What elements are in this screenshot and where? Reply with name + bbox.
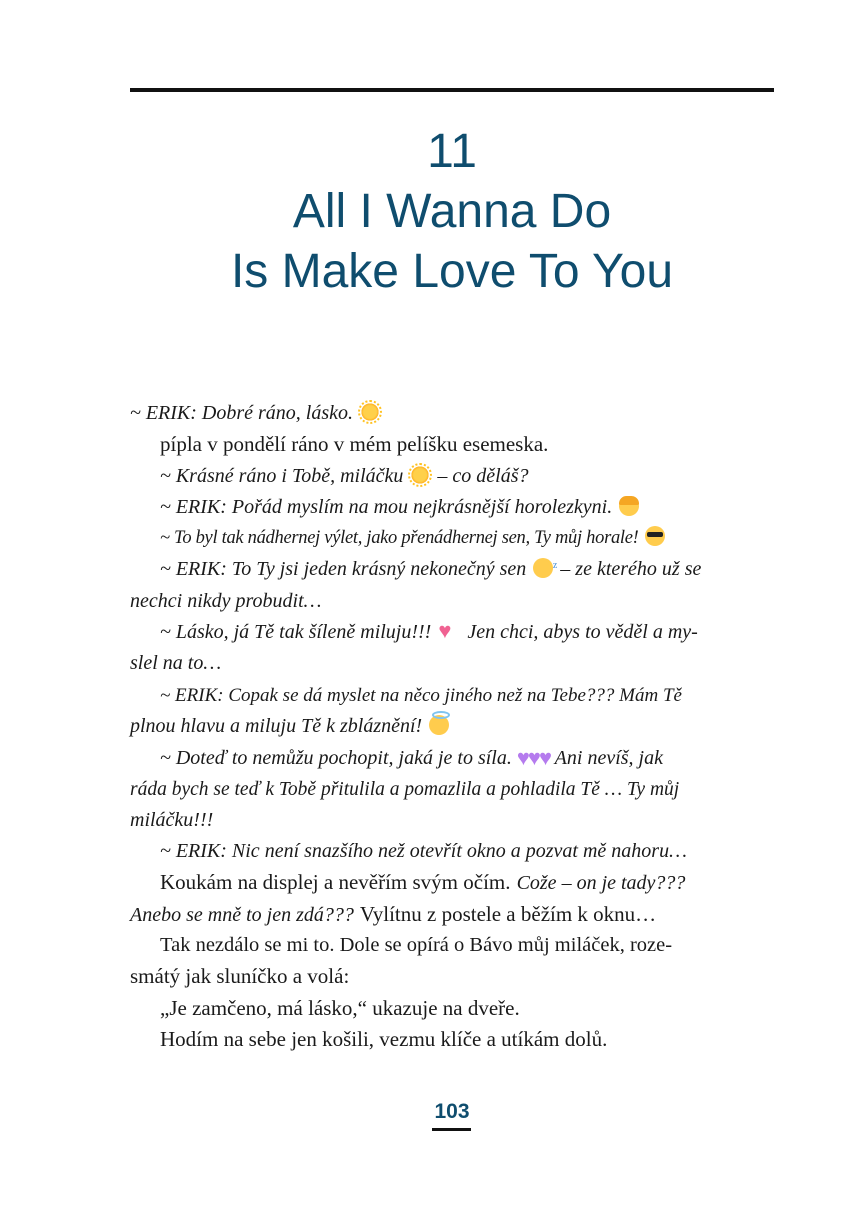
- text-line: ráda bych se teď k Tobě přitulila a pomazlila a pohladila Tě … Ty můj: [130, 778, 680, 800]
- text-line: miláčku!!!: [130, 808, 214, 831]
- chapter-body: [130, 398, 774, 1055]
- smiling-face-icon: [619, 496, 639, 516]
- sms-erik-1: ~ ERIK: Dobré ráno, lásko.: [130, 402, 354, 424]
- text-line: [130, 711, 774, 742]
- text-line: Tak nezdálo se mi to. Dole se opírá o Bávo můj miláček, roze-: [160, 934, 673, 957]
- sun-emoji-icon: [410, 465, 430, 485]
- text-line: nechci nikdy probudit…: [130, 589, 322, 612]
- sms-reply-1: ~ Krásné ráno i Tobě, miláčku: [160, 464, 404, 487]
- page-number-underline: [432, 1128, 471, 1131]
- sms-reply-2: ~ To byl tak nádhernej výlet, jako přenádhernej sen, Ty můj horale!: [160, 528, 639, 549]
- sms-erik-4-end: plnou hlavu a miluju Tě k zbláznění!: [130, 714, 423, 737]
- sms-reply-3: ~ Lásko, já Tě tak šíleně miluju!!!: [160, 621, 432, 644]
- sms-reply-4: ~ Doteď to nemůžu pochopit, jaká je to síla.: [160, 747, 512, 770]
- text-line: [130, 742, 774, 773]
- two-hearts-icon: [438, 621, 460, 641]
- text-line: [130, 461, 774, 492]
- sms-erik-3-cont: – ze kterého už se: [560, 558, 702, 581]
- text-line: [130, 554, 774, 585]
- sms-erik-2: ~ ERIK: Pořád myslím na mou nejkrásnější horolezkyni.: [160, 495, 613, 518]
- text-line: [130, 492, 774, 523]
- text-line: ~ ERIK: Nic není snazšího než otevřít okno a pozvat mě nahoru…: [160, 840, 687, 863]
- top-rule: [130, 88, 774, 92]
- narration-1: Koukám na displej a nevěřím svým očím.: [160, 870, 511, 895]
- text-line: Hodím na sebe jen košili, vezmu klíče a utíkám dolů.: [160, 1026, 608, 1051]
- chapter-title-line-2: Is Make Love To You: [230, 245, 674, 298]
- text-line: ~ ERIK: Copak se dá myslet na něco jiného než na Tebe??? Mám Tě: [160, 684, 682, 706]
- sun-emoji-icon: [360, 402, 380, 422]
- angel-face-icon: [429, 715, 449, 735]
- text-line: [130, 617, 774, 648]
- narration-2-thought: Anebo se mně to jen zdá???: [130, 903, 354, 926]
- text-line: [130, 899, 774, 930]
- sms-reply-4-cont: Ani nevíš, jak: [554, 747, 663, 770]
- narration-2: Vylítnu z postele a běžím k oknu…: [359, 901, 657, 926]
- sms-erik-3: ~ ERIK: To Ty jsi jeden krásný nekonečný sen: [160, 558, 527, 581]
- sms-reply-1-end: – co děláš?: [437, 464, 529, 487]
- purple-hearts-icon: ♥♥♥: [516, 745, 551, 771]
- text-line: smátý jak sluníčko a volá:: [130, 964, 350, 989]
- text-line: „Je zamčeno, má lásko,“ ukazuje na dveře.: [160, 995, 520, 1020]
- narration-1-thought: Cože – on je tady???: [516, 872, 686, 895]
- text-line: slel na to…: [130, 652, 222, 675]
- chapter-number: 11: [427, 125, 477, 178]
- sms-reply-3-cont: Jen chci, abys to věděl a my-: [467, 621, 698, 644]
- text-line: [130, 867, 774, 898]
- sunglasses-face-icon: [645, 526, 665, 546]
- text-line: pípla v pondělí ráno v mém pelíšku esemeska.: [160, 432, 549, 457]
- chapter-title-line-1: All I Wanna Do: [292, 185, 612, 238]
- text-line: [130, 398, 774, 429]
- sleeping-face-icon: [533, 558, 553, 578]
- chapter-heading: [130, 122, 774, 302]
- page-number: 103: [434, 1100, 470, 1123]
- text-line: [130, 523, 774, 554]
